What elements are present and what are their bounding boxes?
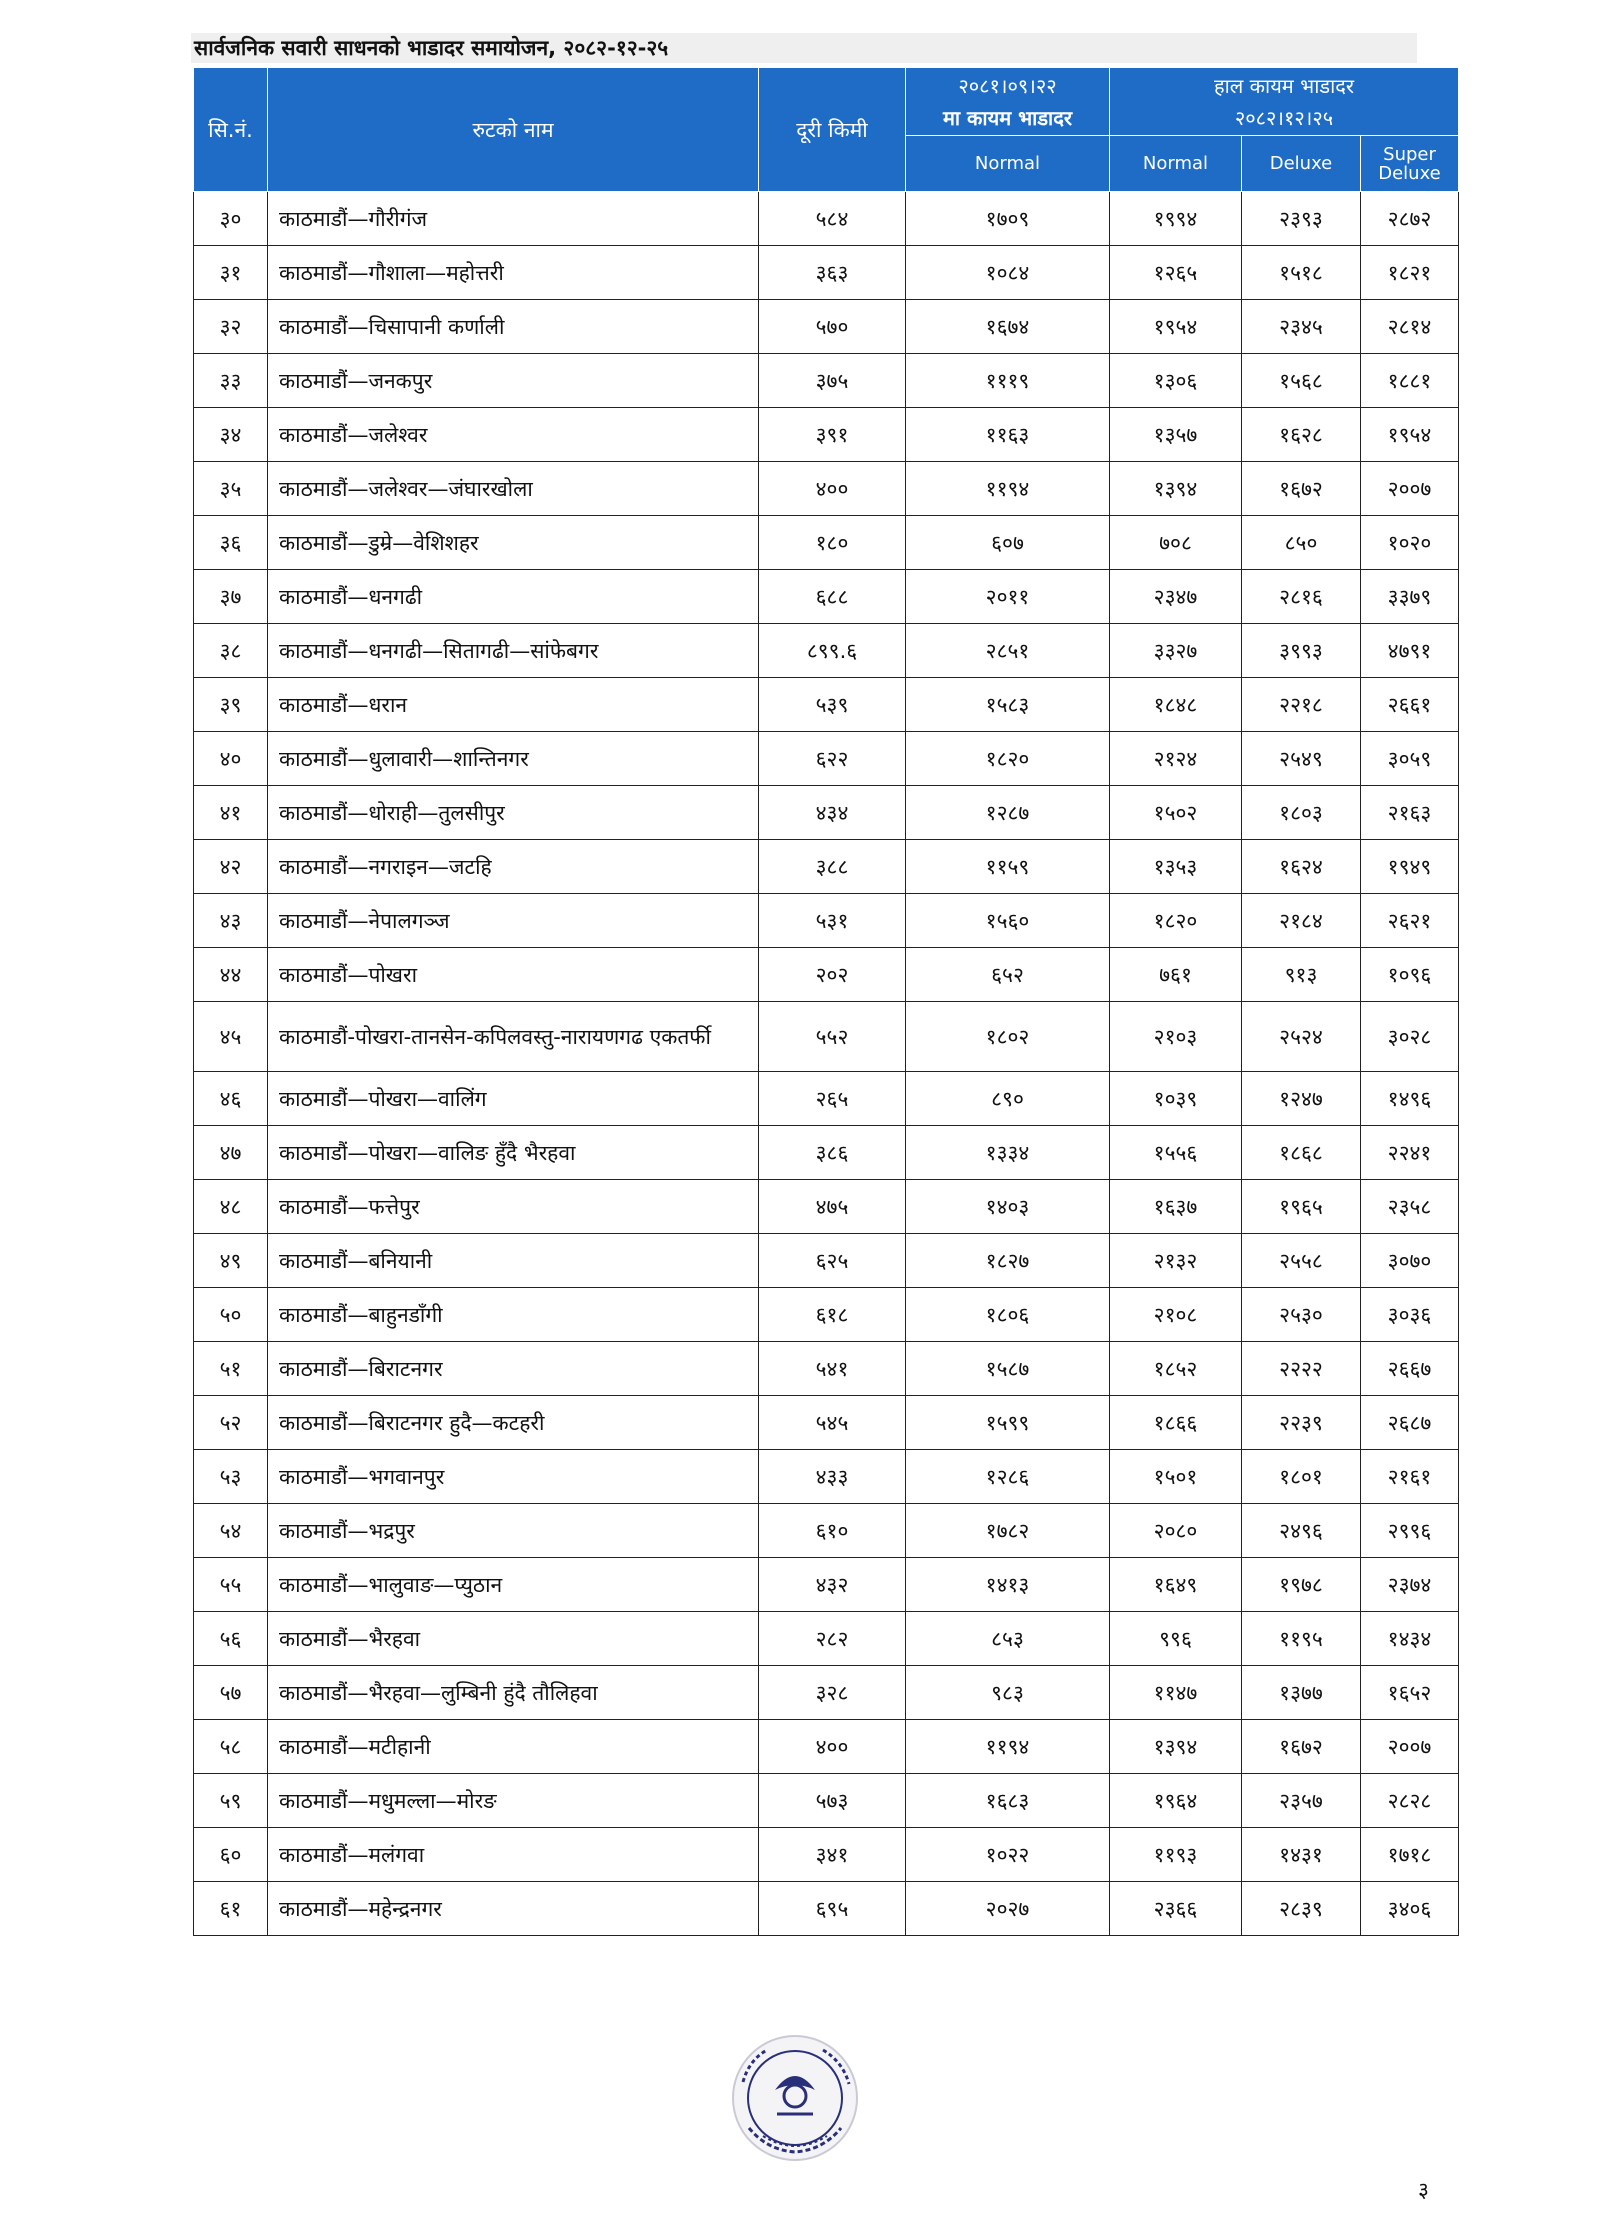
cell-current-deluxe-fare: २८१६ bbox=[1242, 570, 1361, 624]
cell-route-name: काठमाडौं—बनियानी bbox=[268, 1234, 759, 1288]
cell-serial-number: ३५ bbox=[194, 462, 268, 516]
cell-distance-km: ६१० bbox=[759, 1504, 906, 1558]
cell-current-normal-fare: ११९३ bbox=[1110, 1828, 1242, 1882]
cell-current-normal-fare: १९६४ bbox=[1110, 1774, 1242, 1828]
cell-previous-normal-fare: १५८७ bbox=[906, 1342, 1110, 1396]
cell-distance-km: ६९५ bbox=[759, 1882, 906, 1936]
cell-current-normal-fare: १८६६ bbox=[1110, 1396, 1242, 1450]
table-row bbox=[194, 246, 1459, 300]
cell-route-name: काठमाडौं—बाहुनडाँगी bbox=[268, 1288, 759, 1342]
cell-route-name: काठमाडौं—नगराइन—जटहि bbox=[268, 840, 759, 894]
cell-previous-normal-fare: २०११ bbox=[906, 570, 1110, 624]
header-current-fare bbox=[1110, 68, 1459, 136]
header-serial-number: सि.नं. bbox=[194, 68, 268, 192]
cell-current-deluxe-fare: १६७२ bbox=[1242, 462, 1361, 516]
table-row bbox=[194, 786, 1459, 840]
cell-current-deluxe-fare: २३५७ bbox=[1242, 1774, 1361, 1828]
cell-current-normal-fare: ७६१ bbox=[1110, 948, 1242, 1002]
cell-previous-normal-fare: ९८३ bbox=[906, 1666, 1110, 1720]
cell-previous-normal-fare: १११९ bbox=[906, 354, 1110, 408]
cell-current-super-deluxe-fare: १९४९ bbox=[1361, 840, 1459, 894]
table-row bbox=[194, 624, 1459, 678]
cell-current-deluxe-fare: १२४७ bbox=[1242, 1072, 1361, 1126]
cell-route-name: काठमाडौं—धनगढी bbox=[268, 570, 759, 624]
cell-distance-km: ५३९ bbox=[759, 678, 906, 732]
cell-serial-number: ३४ bbox=[194, 408, 268, 462]
cell-current-normal-fare: १९९४ bbox=[1110, 192, 1242, 246]
cell-current-normal-fare: २१३२ bbox=[1110, 1234, 1242, 1288]
cell-previous-normal-fare: १३३४ bbox=[906, 1126, 1110, 1180]
table-row bbox=[194, 1666, 1459, 1720]
cell-current-deluxe-fare: २२२२ bbox=[1242, 1342, 1361, 1396]
cell-previous-normal-fare: १५८३ bbox=[906, 678, 1110, 732]
cell-current-normal-fare: १५५६ bbox=[1110, 1126, 1242, 1180]
cell-route-name: काठमाडौं—पोखरा—वालिंग bbox=[268, 1072, 759, 1126]
cell-serial-number: ४१ bbox=[194, 786, 268, 840]
cell-serial-number: ५५ bbox=[194, 1558, 268, 1612]
cell-previous-normal-fare: ११६३ bbox=[906, 408, 1110, 462]
cell-distance-km: ३२८ bbox=[759, 1666, 906, 1720]
cell-current-deluxe-fare: १५६८ bbox=[1242, 354, 1361, 408]
cell-route-name: काठमाडौं—गौरीगंज bbox=[268, 192, 759, 246]
cell-current-normal-fare: २१०३ bbox=[1110, 1002, 1242, 1072]
table-row bbox=[194, 192, 1459, 246]
cell-route-name: काठमाडौं—धनगढी—सितागढी—सांफेबगर bbox=[268, 624, 759, 678]
cell-serial-number: ३७ bbox=[194, 570, 268, 624]
cell-current-super-deluxe-fare: २८२८ bbox=[1361, 1774, 1459, 1828]
cell-route-name: काठमाडौं—भगवानपुर bbox=[268, 1450, 759, 1504]
cell-route-name: काठमाडौं—भैरहवा—लुम्बिनी हुंदै तौलिहवा bbox=[268, 1666, 759, 1720]
cell-route-name: काठमाडौं—धोराही—तुलसीपुर bbox=[268, 786, 759, 840]
cell-serial-number: ४८ bbox=[194, 1180, 268, 1234]
cell-serial-number: ६० bbox=[194, 1828, 268, 1882]
cell-current-normal-fare: १८२० bbox=[1110, 894, 1242, 948]
cell-previous-normal-fare: १०२२ bbox=[906, 1828, 1110, 1882]
cell-route-name: काठमाडौं—बिराटनगर bbox=[268, 1342, 759, 1396]
cell-distance-km: ६८८ bbox=[759, 570, 906, 624]
cell-previous-normal-fare: ८९० bbox=[906, 1072, 1110, 1126]
cell-current-normal-fare: १३९४ bbox=[1110, 462, 1242, 516]
cell-serial-number: ५७ bbox=[194, 1666, 268, 1720]
cell-current-super-deluxe-fare: ३३७९ bbox=[1361, 570, 1459, 624]
cell-previous-normal-fare: १२८७ bbox=[906, 786, 1110, 840]
cell-distance-km: ३९१ bbox=[759, 408, 906, 462]
cell-previous-normal-fare: १४१३ bbox=[906, 1558, 1110, 1612]
cell-current-super-deluxe-fare: २६६१ bbox=[1361, 678, 1459, 732]
cell-previous-normal-fare: १२८६ bbox=[906, 1450, 1110, 1504]
cell-current-deluxe-fare: १८०३ bbox=[1242, 786, 1361, 840]
cell-current-normal-fare: ३३२७ bbox=[1110, 624, 1242, 678]
cell-current-super-deluxe-fare: ३०३६ bbox=[1361, 1288, 1459, 1342]
cell-previous-normal-fare: ६०७ bbox=[906, 516, 1110, 570]
cell-previous-normal-fare: १६८३ bbox=[906, 1774, 1110, 1828]
table-row bbox=[194, 462, 1459, 516]
cell-distance-km: ३७५ bbox=[759, 354, 906, 408]
cell-serial-number: ४२ bbox=[194, 840, 268, 894]
table-row bbox=[194, 1072, 1459, 1126]
table-row bbox=[194, 570, 1459, 624]
cell-current-super-deluxe-fare: २६८७ bbox=[1361, 1396, 1459, 1450]
table-row bbox=[194, 1126, 1459, 1180]
cell-current-deluxe-fare: १६२४ bbox=[1242, 840, 1361, 894]
cell-distance-km: २८२ bbox=[759, 1612, 906, 1666]
cell-serial-number: ४९ bbox=[194, 1234, 268, 1288]
fare-table-body bbox=[194, 192, 1459, 1936]
cell-route-name: काठमाडौं—मधुमल्ला—मोरङ bbox=[268, 1774, 759, 1828]
cell-previous-normal-fare: १०८४ bbox=[906, 246, 1110, 300]
cell-distance-km: ५५२ bbox=[759, 1002, 906, 1072]
cell-previous-normal-fare: ८५३ bbox=[906, 1612, 1110, 1666]
cell-current-deluxe-fare: ८५० bbox=[1242, 516, 1361, 570]
cell-distance-km: ६२५ bbox=[759, 1234, 906, 1288]
cell-current-deluxe-fare: १४३१ bbox=[1242, 1828, 1361, 1882]
table-row bbox=[194, 840, 1459, 894]
cell-current-super-deluxe-fare: ३०७० bbox=[1361, 1234, 1459, 1288]
cell-current-super-deluxe-fare: १६५२ bbox=[1361, 1666, 1459, 1720]
cell-current-normal-fare: १३५७ bbox=[1110, 408, 1242, 462]
cell-current-deluxe-fare: ११९५ bbox=[1242, 1612, 1361, 1666]
cell-current-deluxe-fare: २५५८ bbox=[1242, 1234, 1361, 1288]
fare-table bbox=[193, 67, 1459, 1936]
cell-current-super-deluxe-fare: २२४१ bbox=[1361, 1126, 1459, 1180]
cell-current-super-deluxe-fare: १०२० bbox=[1361, 516, 1459, 570]
cell-route-name: काठमाडौं—चिसापानी कर्णाली bbox=[268, 300, 759, 354]
cell-distance-km: ३४१ bbox=[759, 1828, 906, 1882]
cell-current-super-deluxe-fare: १७१८ bbox=[1361, 1828, 1459, 1882]
cell-current-deluxe-fare: २३४५ bbox=[1242, 300, 1361, 354]
cell-distance-km: १८० bbox=[759, 516, 906, 570]
cell-route-name: काठमाडौं—भैरहवा bbox=[268, 1612, 759, 1666]
cell-current-super-deluxe-fare: १८२१ bbox=[1361, 246, 1459, 300]
cell-current-super-deluxe-fare: ३४०६ bbox=[1361, 1882, 1459, 1936]
cell-current-super-deluxe-fare: ३०५९ bbox=[1361, 732, 1459, 786]
cell-current-super-deluxe-fare: २००७ bbox=[1361, 462, 1459, 516]
cell-serial-number: ५८ bbox=[194, 1720, 268, 1774]
cell-previous-normal-fare: १७०९ bbox=[906, 192, 1110, 246]
cell-serial-number: ५९ bbox=[194, 1774, 268, 1828]
cell-previous-normal-fare: १८२० bbox=[906, 732, 1110, 786]
table-row bbox=[194, 732, 1459, 786]
cell-serial-number: ४४ bbox=[194, 948, 268, 1002]
table-row bbox=[194, 948, 1459, 1002]
cell-serial-number: ४० bbox=[194, 732, 268, 786]
cell-previous-normal-fare: २८५१ bbox=[906, 624, 1110, 678]
cell-route-name: काठमाडौं—फत्तेपुर bbox=[268, 1180, 759, 1234]
header-current-super-deluxe: Super Deluxe bbox=[1361, 136, 1459, 192]
cell-current-super-deluxe-fare: २८७२ bbox=[1361, 192, 1459, 246]
header-previous-normal: Normal bbox=[906, 136, 1110, 192]
cell-current-deluxe-fare: २४९६ bbox=[1242, 1504, 1361, 1558]
cell-serial-number: ४७ bbox=[194, 1126, 268, 1180]
cell-current-normal-fare: २३४७ bbox=[1110, 570, 1242, 624]
table-row bbox=[194, 300, 1459, 354]
cell-previous-normal-fare: १५९९ bbox=[906, 1396, 1110, 1450]
cell-current-super-deluxe-fare: १८८१ bbox=[1361, 354, 1459, 408]
cell-previous-normal-fare: १५६० bbox=[906, 894, 1110, 948]
table-row bbox=[194, 1612, 1459, 1666]
cell-distance-km: ५७० bbox=[759, 300, 906, 354]
cell-serial-number: ५० bbox=[194, 1288, 268, 1342]
page-number: ३ bbox=[1418, 2178, 1429, 2202]
cell-distance-km: २६५ bbox=[759, 1072, 906, 1126]
cell-current-deluxe-fare: २१८४ bbox=[1242, 894, 1361, 948]
cell-current-deluxe-fare: १९७८ bbox=[1242, 1558, 1361, 1612]
header-current-fare-label: हाल कायम भाडादर bbox=[1213, 73, 1355, 98]
cell-current-normal-fare: २०८० bbox=[1110, 1504, 1242, 1558]
table-row bbox=[194, 1342, 1459, 1396]
cell-current-super-deluxe-fare: १४९६ bbox=[1361, 1072, 1459, 1126]
table-row bbox=[194, 1828, 1459, 1882]
cell-route-name: काठमाडौं—भालुवाङ—प्युठान bbox=[268, 1558, 759, 1612]
cell-current-deluxe-fare: २२३९ bbox=[1242, 1396, 1361, 1450]
cell-distance-km: ३८८ bbox=[759, 840, 906, 894]
cell-current-normal-fare: १३५३ bbox=[1110, 840, 1242, 894]
table-row bbox=[194, 1558, 1459, 1612]
cell-serial-number: ६१ bbox=[194, 1882, 268, 1936]
table-row bbox=[194, 1450, 1459, 1504]
cell-current-deluxe-fare: १५१८ bbox=[1242, 246, 1361, 300]
cell-route-name: काठमाडौं—धुलावारी—शान्तिनगर bbox=[268, 732, 759, 786]
cell-previous-normal-fare: १८२७ bbox=[906, 1234, 1110, 1288]
cell-serial-number: ३० bbox=[194, 192, 268, 246]
cell-current-normal-fare: ७०८ bbox=[1110, 516, 1242, 570]
cell-current-normal-fare: १२६५ bbox=[1110, 246, 1242, 300]
cell-serial-number: ३१ bbox=[194, 246, 268, 300]
cell-current-deluxe-fare: १८६८ bbox=[1242, 1126, 1361, 1180]
header-previous-fare bbox=[906, 68, 1110, 136]
cell-serial-number: ३८ bbox=[194, 624, 268, 678]
table-row bbox=[194, 408, 1459, 462]
cell-serial-number: ५४ bbox=[194, 1504, 268, 1558]
cell-serial-number: ५३ bbox=[194, 1450, 268, 1504]
cell-distance-km: ८९९.६ bbox=[759, 624, 906, 678]
cell-route-name: काठमाडौं—जलेश्वर—जंघारखोला bbox=[268, 462, 759, 516]
header-previous-fare-date: २०८१।०९।२२ bbox=[958, 73, 1057, 98]
header-previous-fare-label: मा कायम भाडादर bbox=[942, 105, 1073, 130]
cell-current-super-deluxe-fare: २३५८ bbox=[1361, 1180, 1459, 1234]
cell-route-name: काठमाडौं—मलंगवा bbox=[268, 1828, 759, 1882]
cell-current-deluxe-fare: १६२८ bbox=[1242, 408, 1361, 462]
cell-route-name: काठमाडौं—भद्रपुर bbox=[268, 1504, 759, 1558]
cell-current-deluxe-fare: २५३० bbox=[1242, 1288, 1361, 1342]
cell-current-super-deluxe-fare: २१६१ bbox=[1361, 1450, 1459, 1504]
cell-route-name: काठमाडौं—महेन्द्रनगर bbox=[268, 1882, 759, 1936]
cell-current-normal-fare: १६४९ bbox=[1110, 1558, 1242, 1612]
table-row bbox=[194, 1720, 1459, 1774]
cell-current-normal-fare: १५०१ bbox=[1110, 1450, 1242, 1504]
cell-distance-km: ५७३ bbox=[759, 1774, 906, 1828]
cell-current-normal-fare: १९५४ bbox=[1110, 300, 1242, 354]
cell-current-deluxe-fare: १९६५ bbox=[1242, 1180, 1361, 1234]
table-row bbox=[194, 1002, 1459, 1072]
document-title: सार्वजनिक सवारी साधनको भाडादर समायोजन, २०८२-१२-२५ bbox=[191, 33, 1417, 63]
cell-serial-number: ४५ bbox=[194, 1002, 268, 1072]
cell-current-normal-fare: ११४७ bbox=[1110, 1666, 1242, 1720]
cell-current-super-deluxe-fare: २८१४ bbox=[1361, 300, 1459, 354]
cell-route-name: काठमाडौं—धरान bbox=[268, 678, 759, 732]
cell-current-normal-fare: ९९६ bbox=[1110, 1612, 1242, 1666]
cell-route-name: काठमाडौं-पोखरा-तानसेन-कपिलवस्तु-नारायणगढ एकतर्फी bbox=[268, 1002, 759, 1072]
header-current-deluxe: Deluxe bbox=[1242, 136, 1361, 192]
cell-current-normal-fare: १८५२ bbox=[1110, 1342, 1242, 1396]
cell-current-super-deluxe-fare: २६२१ bbox=[1361, 894, 1459, 948]
cell-previous-normal-fare: १४०३ bbox=[906, 1180, 1110, 1234]
cell-current-deluxe-fare: २५४९ bbox=[1242, 732, 1361, 786]
cell-current-normal-fare: १८४८ bbox=[1110, 678, 1242, 732]
cell-current-super-deluxe-fare: ३०२८ bbox=[1361, 1002, 1459, 1072]
cell-current-super-deluxe-fare: १४३४ bbox=[1361, 1612, 1459, 1666]
cell-serial-number: ५२ bbox=[194, 1396, 268, 1450]
cell-previous-normal-fare: २०२७ bbox=[906, 1882, 1110, 1936]
cell-distance-km: ४०० bbox=[759, 462, 906, 516]
cell-current-deluxe-fare: १८०१ bbox=[1242, 1450, 1361, 1504]
cell-serial-number: ५६ bbox=[194, 1612, 268, 1666]
cell-previous-normal-fare: १६७४ bbox=[906, 300, 1110, 354]
cell-previous-normal-fare: १८०६ bbox=[906, 1288, 1110, 1342]
cell-distance-km: ६२२ bbox=[759, 732, 906, 786]
cell-current-deluxe-fare: ३९९३ bbox=[1242, 624, 1361, 678]
cell-current-deluxe-fare: २२१८ bbox=[1242, 678, 1361, 732]
cell-previous-normal-fare: १८०२ bbox=[906, 1002, 1110, 1072]
cell-current-normal-fare: १६३७ bbox=[1110, 1180, 1242, 1234]
cell-current-normal-fare: १३०६ bbox=[1110, 354, 1242, 408]
cell-route-name: काठमाडौं—नेपालगञ्ज bbox=[268, 894, 759, 948]
cell-current-normal-fare: २३६६ bbox=[1110, 1882, 1242, 1936]
government-seal-stamp bbox=[727, 2032, 863, 2164]
cell-distance-km: ४३२ bbox=[759, 1558, 906, 1612]
cell-serial-number: ४६ bbox=[194, 1072, 268, 1126]
cell-current-deluxe-fare: २३९३ bbox=[1242, 192, 1361, 246]
cell-serial-number: ३३ bbox=[194, 354, 268, 408]
header-distance-km: दूरी किमी bbox=[759, 68, 906, 192]
table-row bbox=[194, 1234, 1459, 1288]
cell-route-name: काठमाडौं—गौशाला—महोत्तरी bbox=[268, 246, 759, 300]
cell-current-deluxe-fare: २५२४ bbox=[1242, 1002, 1361, 1072]
cell-distance-km: ५८४ bbox=[759, 192, 906, 246]
header-current-normal: Normal bbox=[1110, 136, 1242, 192]
cell-current-normal-fare: २१२४ bbox=[1110, 732, 1242, 786]
table-row bbox=[194, 894, 1459, 948]
cell-current-deluxe-fare: ९१३ bbox=[1242, 948, 1361, 1002]
cell-previous-normal-fare: ११५९ bbox=[906, 840, 1110, 894]
cell-current-normal-fare: १०३९ bbox=[1110, 1072, 1242, 1126]
cell-current-super-deluxe-fare: २००७ bbox=[1361, 1720, 1459, 1774]
cell-route-name: काठमाडौं—पोखरा bbox=[268, 948, 759, 1002]
table-row bbox=[194, 1396, 1459, 1450]
cell-current-super-deluxe-fare: १०९६ bbox=[1361, 948, 1459, 1002]
cell-distance-km: ३८६ bbox=[759, 1126, 906, 1180]
cell-serial-number: ४३ bbox=[194, 894, 268, 948]
cell-previous-normal-fare: ११९४ bbox=[906, 1720, 1110, 1774]
cell-current-normal-fare: २१०८ bbox=[1110, 1288, 1242, 1342]
cell-distance-km: २०२ bbox=[759, 948, 906, 1002]
cell-current-deluxe-fare: २८३९ bbox=[1242, 1882, 1361, 1936]
table-row bbox=[194, 678, 1459, 732]
cell-distance-km: ३६३ bbox=[759, 246, 906, 300]
cell-current-deluxe-fare: १६७२ bbox=[1242, 1720, 1361, 1774]
cell-current-normal-fare: १३९४ bbox=[1110, 1720, 1242, 1774]
cell-distance-km: ५४१ bbox=[759, 1342, 906, 1396]
cell-distance-km: ४३३ bbox=[759, 1450, 906, 1504]
cell-serial-number: ५१ bbox=[194, 1342, 268, 1396]
cell-previous-normal-fare: ६५२ bbox=[906, 948, 1110, 1002]
header-route-name: रुटको नाम bbox=[268, 68, 759, 192]
cell-current-super-deluxe-fare: १९५४ bbox=[1361, 408, 1459, 462]
table-row bbox=[194, 354, 1459, 408]
cell-distance-km: ५३१ bbox=[759, 894, 906, 948]
cell-current-normal-fare: १५०२ bbox=[1110, 786, 1242, 840]
cell-current-deluxe-fare: १३७७ bbox=[1242, 1666, 1361, 1720]
table-row bbox=[194, 1774, 1459, 1828]
header-current-fare-date: २०८२।१२।२५ bbox=[1234, 105, 1334, 130]
cell-route-name: काठमाडौं—पोखरा—वालिङ हुँदै भैरहवा bbox=[268, 1126, 759, 1180]
cell-distance-km: ४३४ bbox=[759, 786, 906, 840]
cell-distance-km: ६१८ bbox=[759, 1288, 906, 1342]
table-row bbox=[194, 1882, 1459, 1936]
cell-route-name: काठमाडौं—जनकपुर bbox=[268, 354, 759, 408]
cell-route-name: काठमाडौं—बिराटनगर हुदै—कटहरी bbox=[268, 1396, 759, 1450]
cell-distance-km: ५४५ bbox=[759, 1396, 906, 1450]
table-row bbox=[194, 516, 1459, 570]
cell-route-name: काठमाडौं—जलेश्वर bbox=[268, 408, 759, 462]
cell-route-name: काठमाडौं—मटीहानी bbox=[268, 1720, 759, 1774]
cell-serial-number: ३६ bbox=[194, 516, 268, 570]
cell-previous-normal-fare: १७८२ bbox=[906, 1504, 1110, 1558]
cell-current-super-deluxe-fare: २६६७ bbox=[1361, 1342, 1459, 1396]
table-row bbox=[194, 1504, 1459, 1558]
cell-current-super-deluxe-fare: २३७४ bbox=[1361, 1558, 1459, 1612]
cell-current-super-deluxe-fare: २१६३ bbox=[1361, 786, 1459, 840]
cell-current-super-deluxe-fare: ४७९१ bbox=[1361, 624, 1459, 678]
cell-current-super-deluxe-fare: २९९६ bbox=[1361, 1504, 1459, 1558]
cell-distance-km: ४०० bbox=[759, 1720, 906, 1774]
table-row bbox=[194, 1288, 1459, 1342]
cell-serial-number: ३२ bbox=[194, 300, 268, 354]
cell-distance-km: ४७५ bbox=[759, 1180, 906, 1234]
cell-route-name: काठमाडौं—डुम्रे—वेशिशहर bbox=[268, 516, 759, 570]
cell-serial-number: ३९ bbox=[194, 678, 268, 732]
table-row bbox=[194, 1180, 1459, 1234]
cell-previous-normal-fare: ११९४ bbox=[906, 462, 1110, 516]
